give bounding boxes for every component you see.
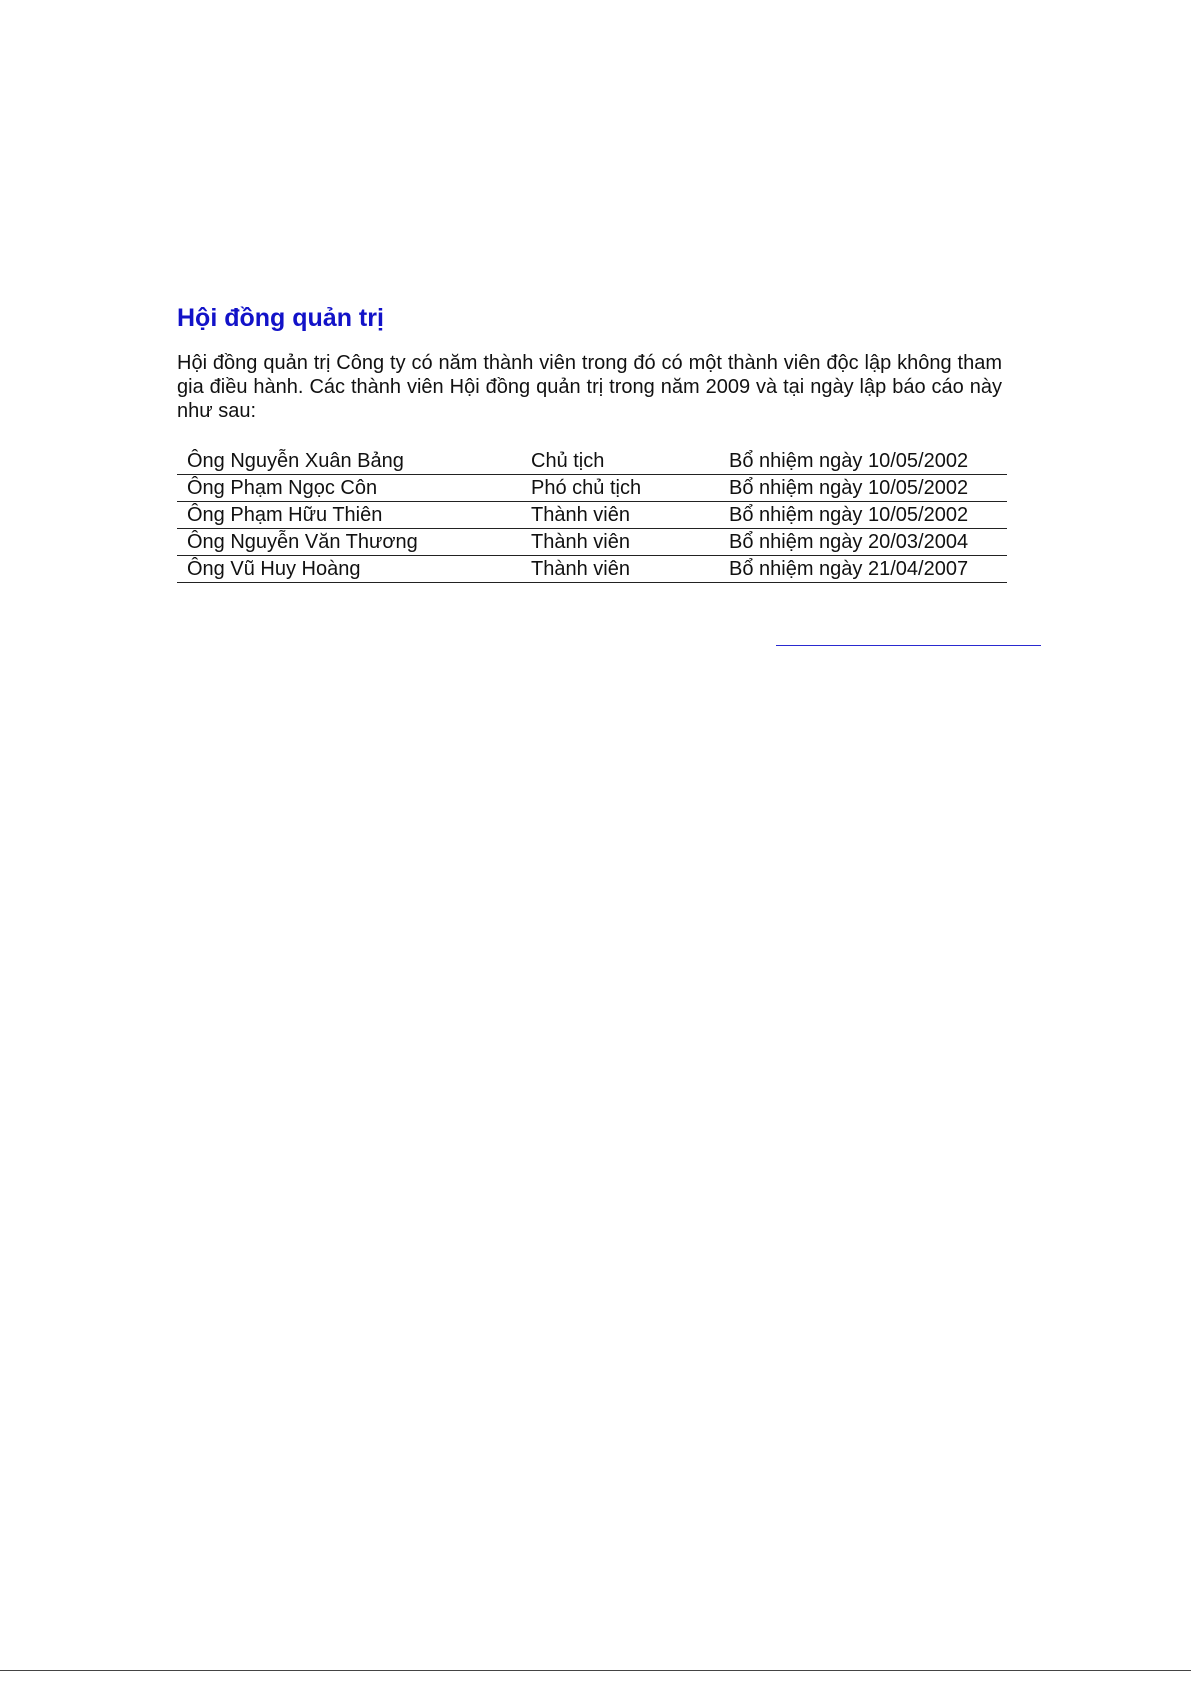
member-name: Ông Phạm Ngọc Côn bbox=[177, 475, 521, 502]
member-role: Chủ tịch bbox=[521, 448, 719, 475]
member-role: Thành viên bbox=[521, 502, 719, 529]
member-appointment: Bổ nhiệm ngày 20/03/2004 bbox=[719, 529, 1007, 556]
member-appointment: Bổ nhiệm ngày 10/05/2002 bbox=[719, 448, 1007, 475]
table-row bbox=[177, 475, 1007, 502]
table-row bbox=[177, 556, 1007, 583]
member-name: Ông Nguyễn Văn Thương bbox=[177, 529, 521, 556]
table-row bbox=[177, 529, 1007, 556]
board-members-table bbox=[177, 448, 1007, 583]
member-name: Ông Vũ Huy Hoàng bbox=[177, 556, 521, 583]
table-row bbox=[177, 502, 1007, 529]
footnote-separator bbox=[776, 645, 1041, 646]
page-bottom-rule bbox=[0, 1670, 1191, 1671]
section-title: Hội đồng quản trị bbox=[177, 304, 384, 332]
member-role: Thành viên bbox=[521, 556, 719, 583]
table-row bbox=[177, 448, 1007, 475]
member-appointment: Bổ nhiệm ngày 21/04/2007 bbox=[719, 556, 1007, 583]
intro-paragraph: Hội đồng quản trị Công ty có năm thành viên trong đó có một thành viên độc lập không tham gia điều hành. Các thành viên Hội đồng quản trị trong năm 2009 và tại ngày lập báo cáo này như sau: bbox=[177, 352, 1002, 422]
member-role: Thành viên bbox=[521, 529, 719, 556]
member-name: Ông Phạm Hữu Thiên bbox=[177, 502, 521, 529]
member-name: Ông Nguyễn Xuân Bảng bbox=[177, 448, 521, 475]
member-role: Phó chủ tịch bbox=[521, 475, 719, 502]
member-appointment: Bổ nhiệm ngày 10/05/2002 bbox=[719, 502, 1007, 529]
member-appointment: Bổ nhiệm ngày 10/05/2002 bbox=[719, 475, 1007, 502]
